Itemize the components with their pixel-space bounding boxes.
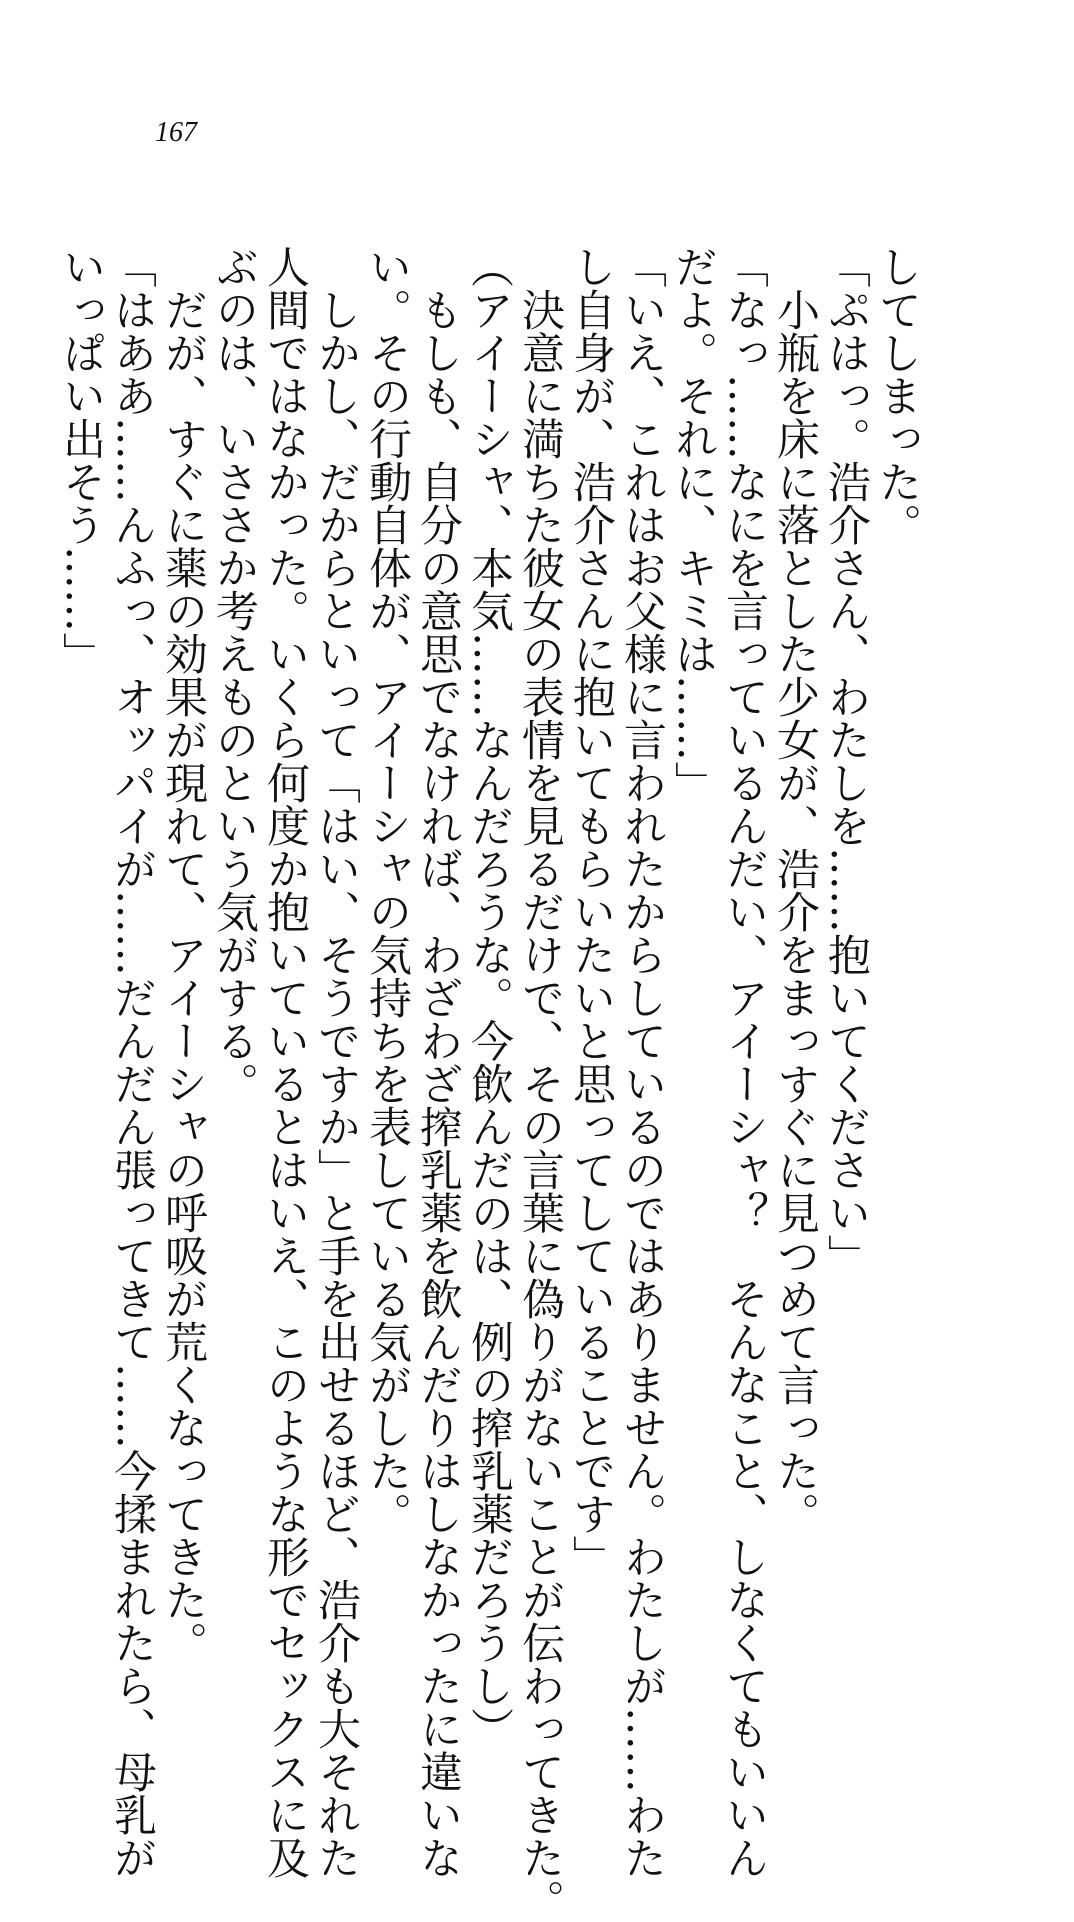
text-line: 人間ではなかった。いくら何度か抱いているとはいえ、このような形でセックスに及 <box>260 245 310 1879</box>
text-line: い。その行動自体が、アイーシャの気持ちを表している気がした。 <box>362 245 412 1535</box>
text-line: 「はああ……んふっ、オッパイが……だんだん張ってきて……今揉まれたら、母乳が <box>107 245 157 1879</box>
text-line: 決意に満ちた彼女の表情を見るだけで、その言葉に偽りがないことが伝わってきた。 <box>515 245 565 1922</box>
text-line: いっぱい出そう……」 <box>56 245 106 675</box>
page-number: 167 <box>155 117 197 148</box>
text-line: ぶのは、いささか考えものという気がする。 <box>209 245 259 1105</box>
text-line: だよ。それに、キミは……」 <box>668 245 718 804</box>
vertical-text-body <box>56 245 922 1922</box>
text-line: 小瓶を床に落とした少女が、浩介をまっすぐに見つめて言った。 <box>770 245 820 1535</box>
text-line: し自身が、浩介さんに抱いてもらいたいと思ってしていることです」 <box>566 245 616 1578</box>
text-line: 「ぷはっ。浩介さん、わたしを……抱いてください」 <box>821 245 871 1277</box>
text-line: もしも、自分の意思でなければ、わざわざ搾乳薬を飲んだりはしなかったに違いな <box>413 245 463 1879</box>
text-line: （アイーシャ、本気……なんだろうな。今飲んだのは、例の搾乳薬だろうし） <box>464 245 514 1750</box>
text-line: 「いえ、これはお父様に言われたからしているのではありません。わたしが……わた <box>617 245 667 1879</box>
text-line: 「なっ……なにを言っているんだい、アイーシャ？ そんなこと、しなくてもいいん <box>719 245 769 1879</box>
text-line: しかし、だからといって「はい、そうですか」と手を出せるほど、浩介も大それた <box>311 245 361 1879</box>
text-line: してしまった。 <box>872 245 922 546</box>
text-line: だが、すぐに薬の効果が現れて、アイーシャの呼吸が荒くなってきた。 <box>158 245 208 1664</box>
